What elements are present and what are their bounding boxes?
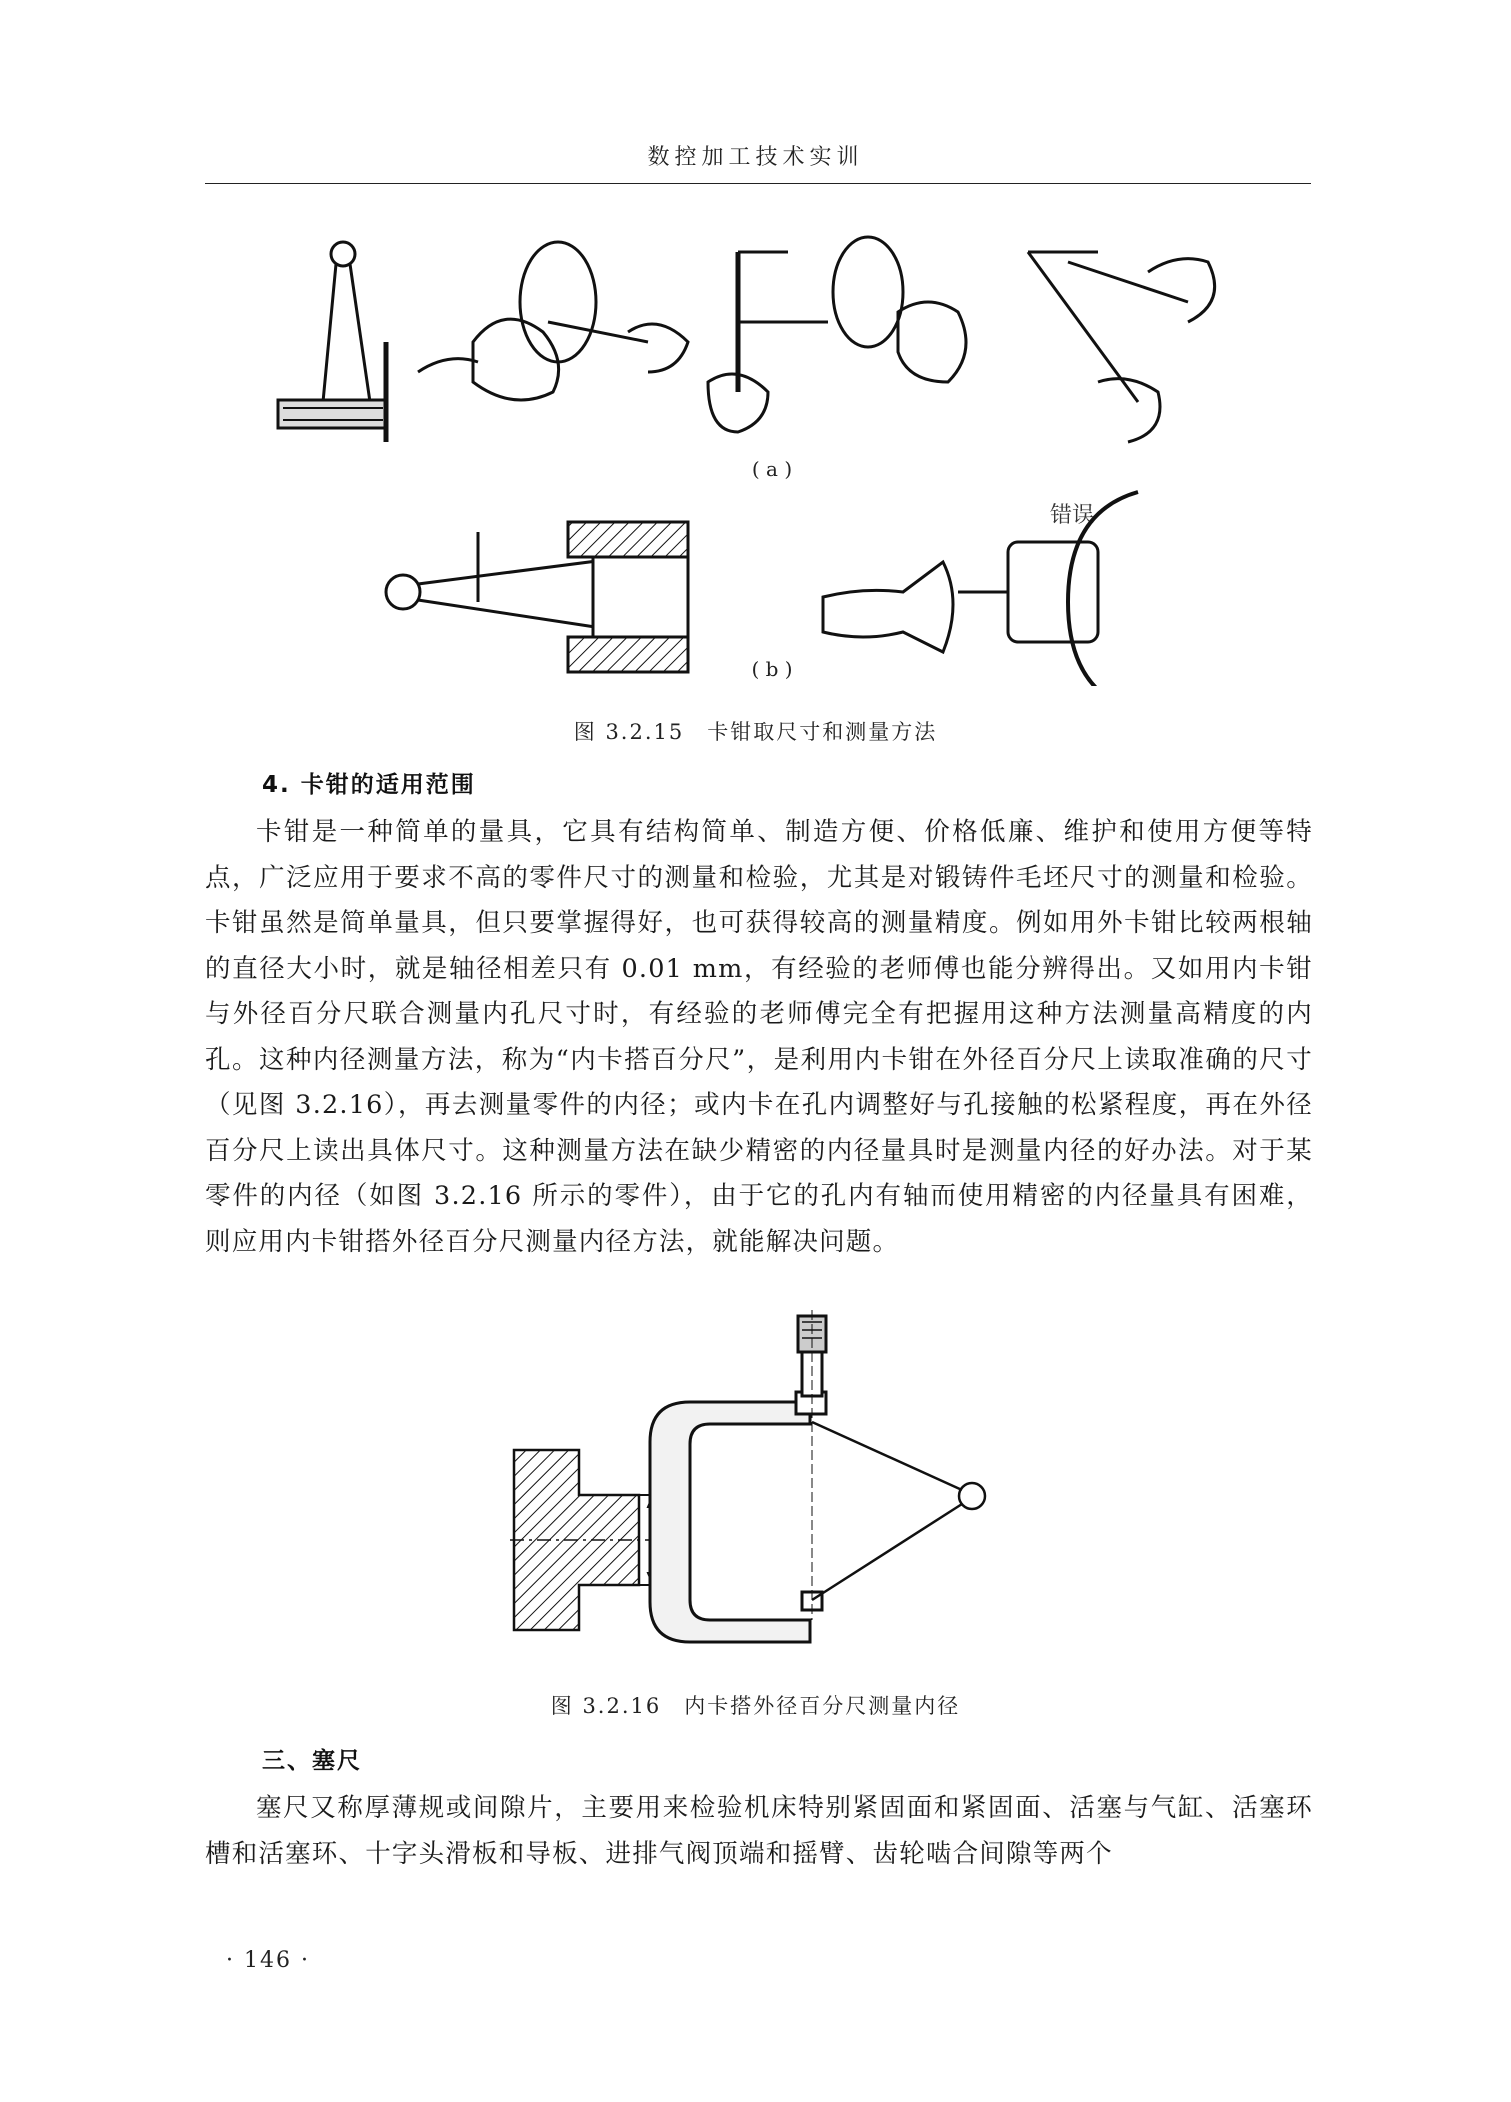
section-heading: 三、塞尺 bbox=[262, 1748, 362, 1774]
header-rule bbox=[205, 183, 1311, 184]
figure-inside-caliper-micrometer bbox=[510, 1310, 1010, 1667]
figure-caption: 图 3.2.16 内卡搭外径百分尺测量内径 bbox=[550, 1694, 961, 1718]
figure-caliper-measuring-methods bbox=[268, 232, 1236, 686]
body-paragraph bbox=[205, 1786, 1313, 1877]
error-label: 错误 bbox=[1049, 503, 1095, 528]
figure-caption: 图 3.2.15 卡钳取尺寸和测量方法 bbox=[573, 720, 938, 744]
page-number: · 146 · bbox=[226, 1948, 310, 1973]
running-header: 数控加工技术实训 bbox=[647, 145, 864, 170]
subfigure-label-a: ( a ) bbox=[751, 457, 793, 481]
body-paragraph bbox=[205, 810, 1313, 1265]
paragraph-text: 塞尺又称厚薄规或间隙片，主要用来检验机床特别紧固面和紧固面、活塞与气缸、活塞环槽和活塞环、十字头滑板和导板、进排气阀顶端和摇臂、齿轮啮合间隙等两个 bbox=[205, 1793, 1313, 1869]
subfigure-label-b: ( b ) bbox=[751, 657, 793, 681]
section-heading: 4. 卡钳的适用范围 bbox=[262, 772, 476, 798]
paragraph-text: 卡钳是一种简单的量具，它具有结构简单、制造方便、价格低廉、维护和使用方便等特点，广泛应用于要求不高的零件尺寸的测量和检验，尤其是对锻铸件毛坯尺寸的测量和检验。卡钳虽然是简单量具，但只要掌握得好，也可获得较高的测量精度。例如用外卡钳比较两根轴的直径大小时，就是轴径相差只有 0.01 mm，有经验的老师傅也能分辨得出。又如用内卡钳与外径百分尺联合测量内孔尺寸时，有经验的老师傅完全有把握用这种方法测量高精度的内孔。这种内径测量方法，称为“内卡搭百分尺”，是利用内卡钳在外径百分尺上读取准确的尺寸（见图 3.2.16），再去测量零件的内径；或内卡在孔内调整好与孔接触的松紧程度，再在外径百分尺上读出具体尺寸。这种测量方法在缺少精密的内径量具时是测量内径的好办法。对于某零件的内径（如图 3.2.16 所示的零件），由于它的孔内有轴而使用精密的内径量具有困难，则应用内卡钳搭外径百分尺测量内径方法，就能解决问题。 bbox=[205, 817, 1313, 1257]
